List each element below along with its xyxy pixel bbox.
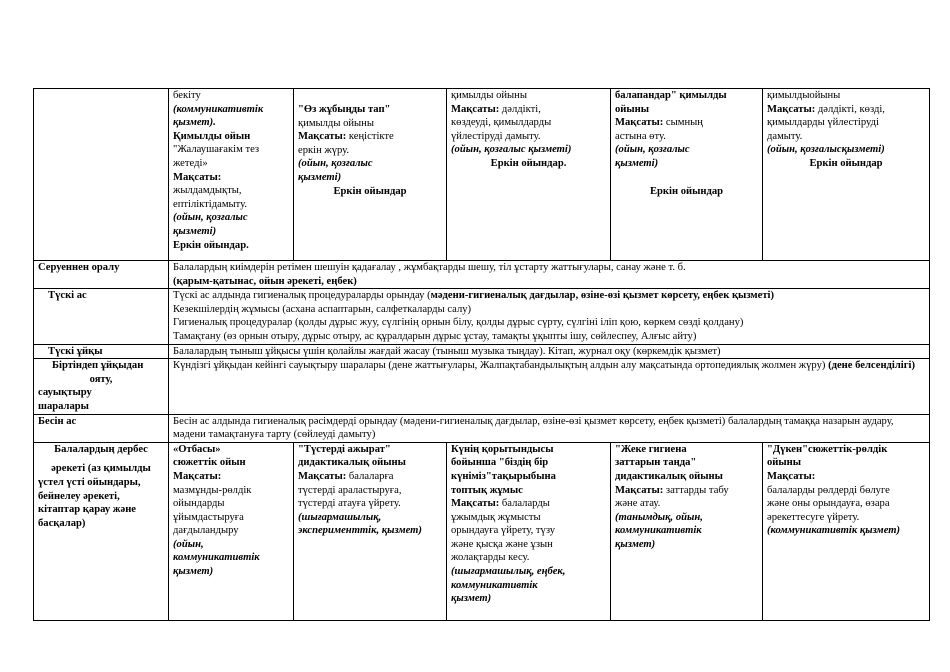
free-activity-row xyxy=(34,442,930,620)
wake-up-row xyxy=(34,359,930,414)
row-content: Күндізгі ұйқыдан кейінгі сауықтыру шаралары (дене жаттығулары, Жалпақтабандылықтың алдын алу мақсатында ортопедиялық жолмен жүру) (дене белсенділігі) xyxy=(169,359,930,414)
cell-activity-4: "Жеке гигиена заттарын таңда" дидактикалық ойыны Мақсаты: заттарды табу және атау. (танымдық, ойын, коммуникативтік қызмет) xyxy=(611,442,763,620)
empty-label-cell xyxy=(34,89,169,261)
cell-games-5: қимылдыойыны Мақсаты: дәлдікті, көзді, қимылдарды үйлестіруді дамыту. (ойын, қозғалысқызметі) Еркін ойындар xyxy=(763,89,930,261)
row-label: Біртіндеп ұйқыдан ояту, сауықтыру шаралары xyxy=(34,359,169,414)
row-content: Балалардың тыныш ұйқысы үшін қолайлы жағдай жасау (тыныш музыка тыңдау). Кітап, журнал оқу (көркемдік қызмет) xyxy=(169,344,930,359)
cell-activity-2: "Түстерді ажырат" дидактикалық ойыны Мақсаты: балаларға түстерді араластыруға, түстерді атауға үйрету. (шығармашылық, эксперименттік, қызмет) xyxy=(294,442,447,620)
cell-games-1: бекіту (коммуникативтік қызмет). Қимылды ойын "Жалаушағакім тез жетеді» Мақсаты: жылдамдықты, ептіліктідамыту. (ойын, қозғалыс қызметі) Еркін ойындар. xyxy=(169,89,294,261)
snack-row xyxy=(34,414,930,442)
row-label: Түскі ас xyxy=(34,289,169,344)
row-content: Балалардың киімдерін ретімен шешуін қадағалау , жұмбақтарды шешу, тіл ұстарту жаттығулары, санау және т. б. (қарым-қатынас, ойын әрекеті, еңбек) xyxy=(169,261,930,289)
cell-games-3: қимылды ойыны Мақсаты: дәлдікті, көздеуді, қимылдарды үйлестіруді дамыту. (ойын, қозғалыс қызметі) Еркін ойындар. xyxy=(447,89,611,261)
games-row xyxy=(34,89,930,261)
return-walk-row xyxy=(34,261,930,289)
lunch-row xyxy=(34,289,930,344)
row-label: Түскі ұйқы xyxy=(34,344,169,359)
row-label: Балалардың дербес әрекеті (аз қимылды үстел үсті ойындары, бейнелеу әрекеті, кітаптар қарау және басқалар) xyxy=(34,442,169,620)
cell-games-4: балапандар" қимылды ойыны Мақсаты: сымның астына өту. (ойын, қозғалыс қызметі) Еркін ойындар xyxy=(611,89,763,261)
schedule-table xyxy=(33,88,930,621)
cell-activity-3: Күнің қорытындысы бойынша "біздің бір күніміз"тақырыбына топтық жұмыс Мақсаты: балаларды ұжымдық жұмысты орындауға үйрету, түзу және қысқа және ұзын жолақтарды кесу. (шығармашылық, еңбек, коммуникативтік қызмет) xyxy=(447,442,611,620)
cell-games-2: "Өз жұбыңды тап" қимылды ойыны Мақсаты: кеңістікте еркін жүру. (ойын, қозғалыс қызметі) Еркін ойындар xyxy=(294,89,447,261)
row-label: Бесін ас xyxy=(34,414,169,442)
cell-activity-1: «Отбасы» сюжеттік ойын Мақсаты: мазмұнды-рөлдік ойындарды ұйымдастыруға дағдыландыру (ойын, коммуникативтік қызмет) xyxy=(169,442,294,620)
row-label: Серуеннен оралу xyxy=(34,261,169,289)
nap-row xyxy=(34,344,930,359)
row-content: Бесін ас алдында гигиеналық рәсімдерді орындау (мәдени-гигиеналық дағдылар, өзіне-өзі қызмет көрсету, еңбек қызметі) балалардың тамаққа назарын аудару, мәдени тамақтануға тарту (сөйлеуді дамыту) xyxy=(169,414,930,442)
cell-activity-5: "Дүкен"сюжеттік-рөлдік ойыны Мақсаты: балаларды рөлдерді бөлуге және оны орындауға, өзара әрекеттесуге үйрету. (коммуникативтік қызмет) xyxy=(763,442,930,620)
row-content: Түскі ас алдында гигиеналық процедураларды орындау (мәдени-гигиеналық дағдылар, өзіне-өзі қызмет көрсету, еңбек қызметі) Кезекшілердің жұмысы (асхана аспаптарын, салфеткаларды салу) Гигиеналық процедуралар (қолды дұрыс жуу, сүлгінің орнын білу, қолды дұрыс сүрту, сүлгіні іліп қою, көркем сөзді қолдану) Тамақтану (өз орнын отыру, дұрыс отыру, ас құралдарын дұрыс ұстау, тамақты ұқыпты ішу, сөйлеспеу, Алғыс айту) xyxy=(169,289,930,344)
